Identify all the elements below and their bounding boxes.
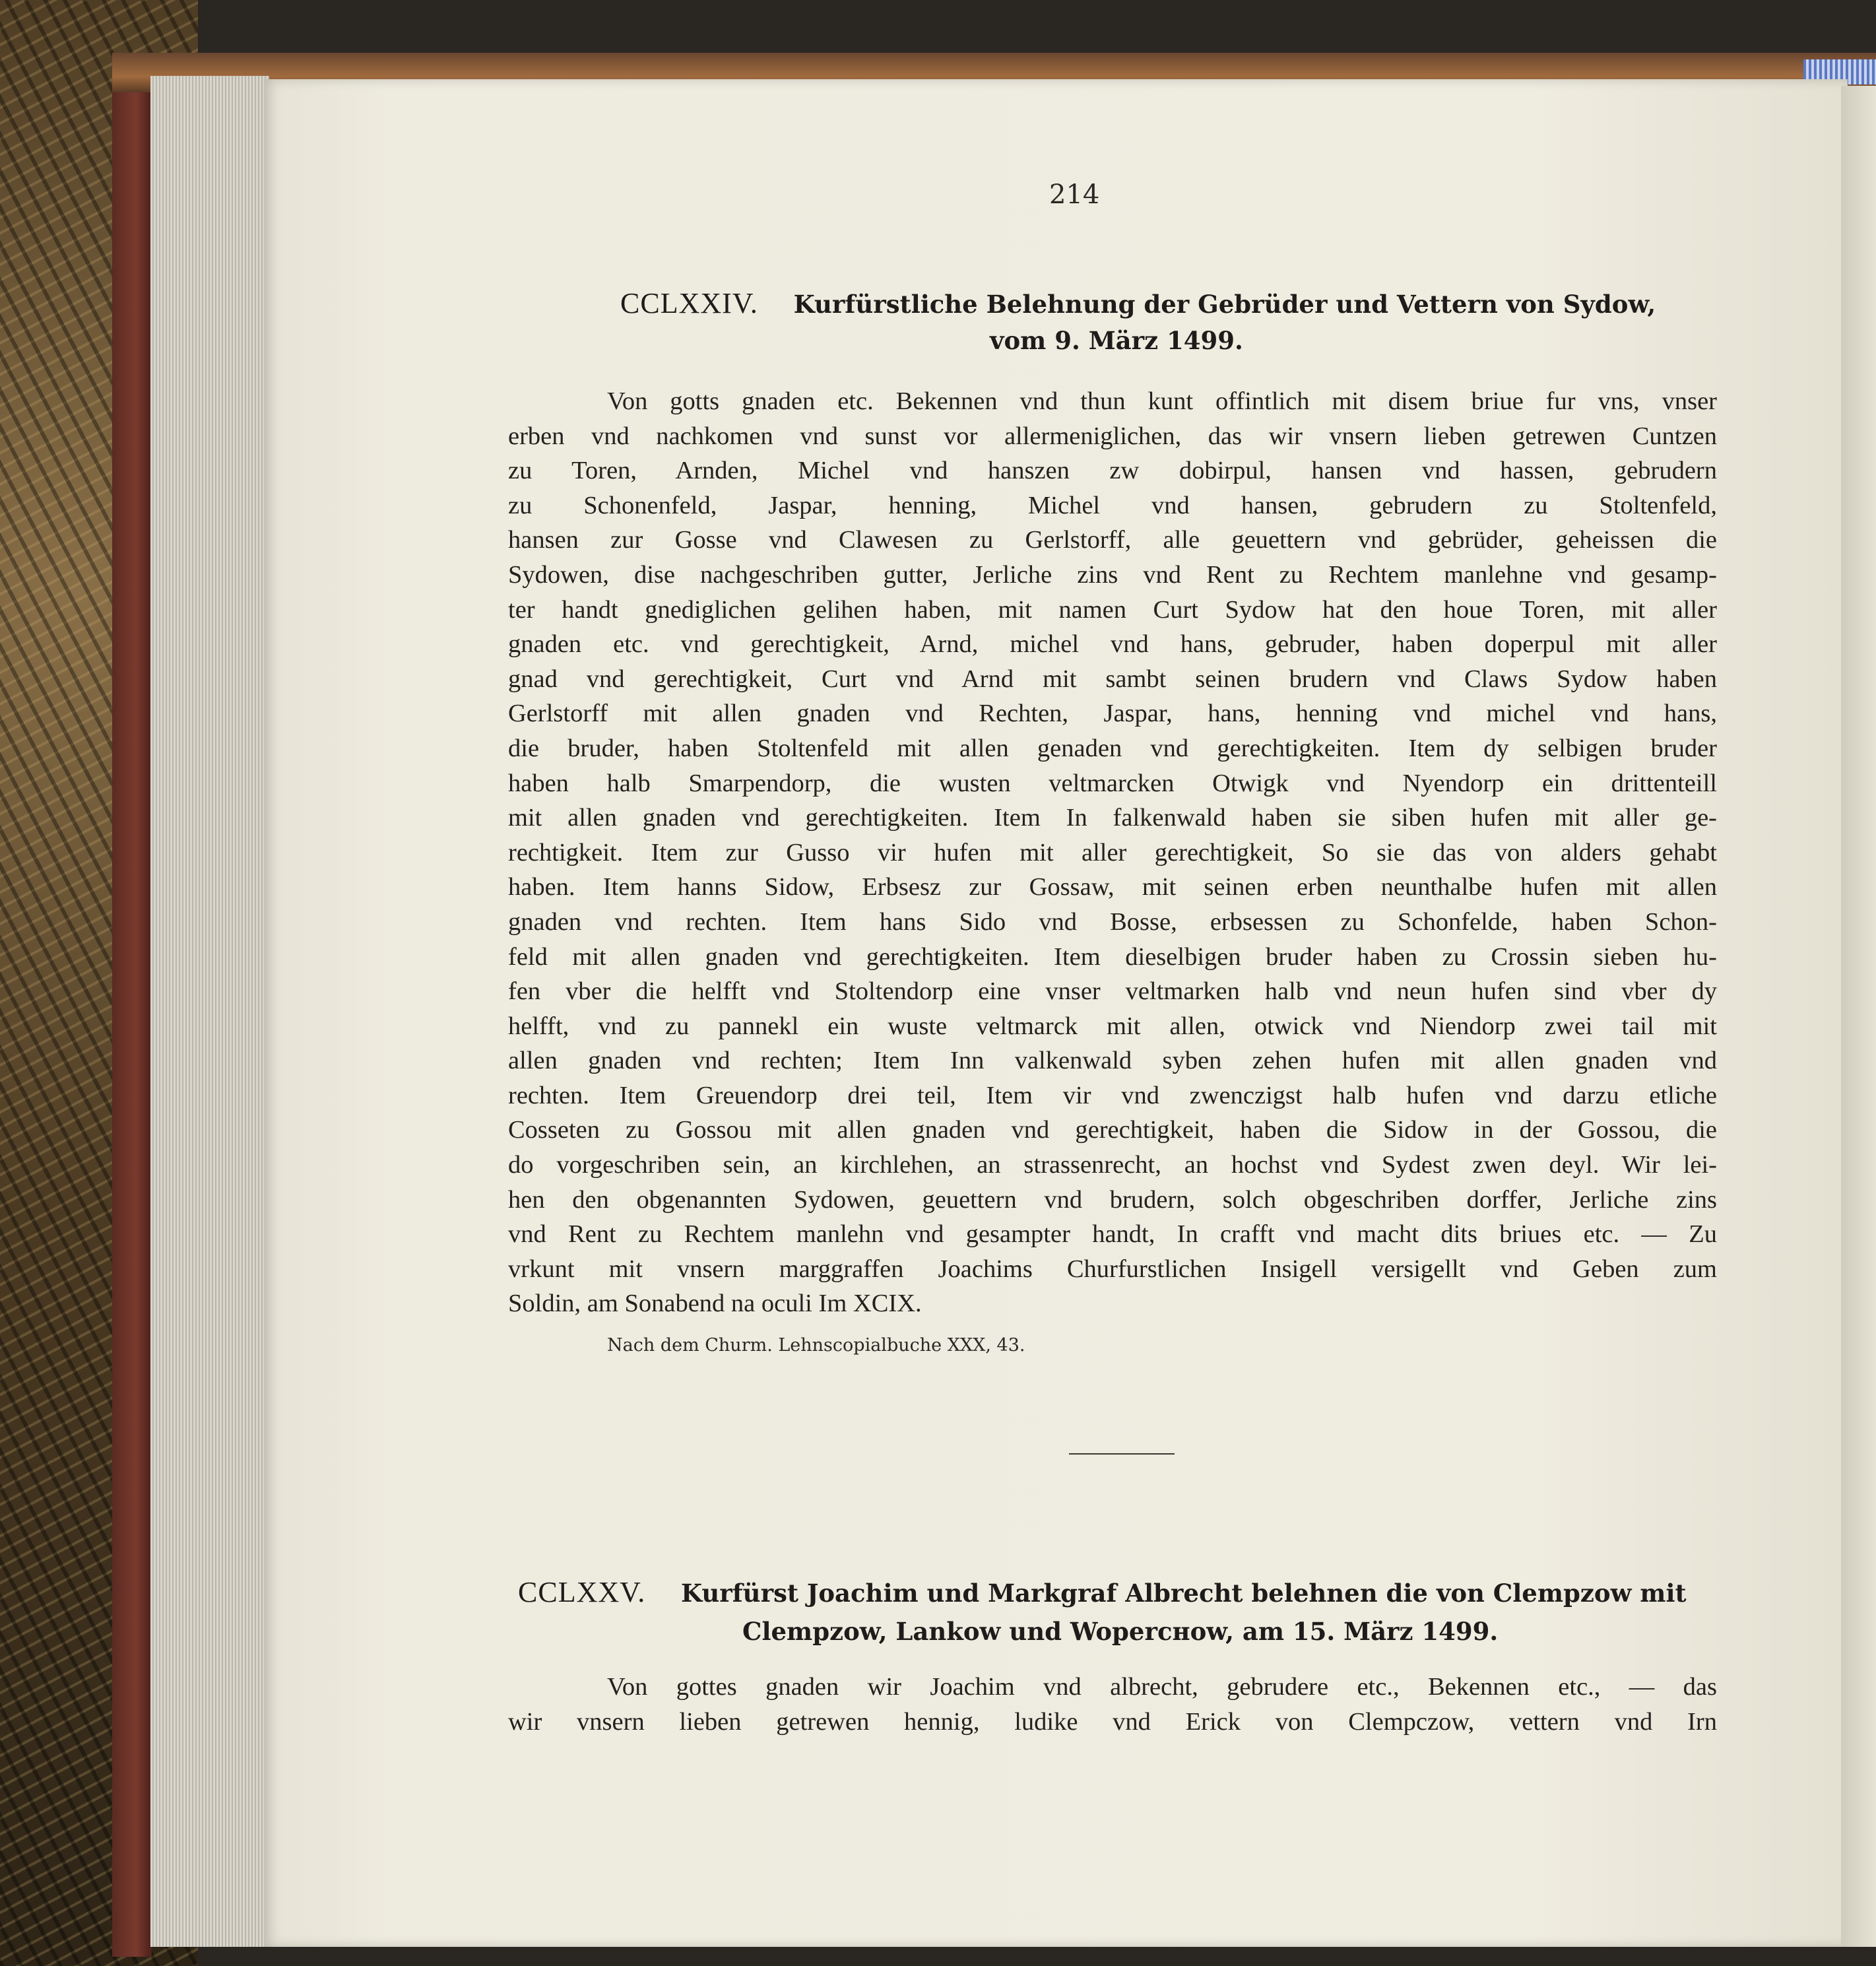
page-number: 214 bbox=[1049, 180, 1100, 210]
section-divider bbox=[1069, 1453, 1175, 1455]
doc1-line: Sydowen, dise nachgeschriben gutter, Jerliche zins vnd Rent zu Rechtem manlehne vnd gesamp- bbox=[508, 560, 1717, 589]
doc1-number: CCLXXIV. bbox=[620, 287, 758, 319]
doc1-line: do vorgeschriben sein, an kirchlehen, an strassenrecht, an hochst vnd Sydest zwen deyl. Wir lei- bbox=[508, 1151, 1717, 1179]
doc2-title-line2: Clempzow, Lankow und Woperснow, am 15. März 1499. bbox=[742, 1617, 1499, 1646]
doc2-title-line1: Kurfürst Joachim und Markgraf Albrecht belehnen die von Clempzow mit bbox=[681, 1579, 1687, 1608]
doc2-heading-line2 bbox=[742, 1613, 1498, 1650]
doc1-line: gnaden vnd rechten. Item hans Sido vnd Bosse, erbsessen zu Schonfelde, haben Schon- bbox=[508, 907, 1717, 936]
doc1-line: Cosseten zu Gossou mit allen gnaden vnd gerechtigkeit, haben die Sidow in der Gossou, die bbox=[508, 1116, 1717, 1144]
doc1-heading bbox=[620, 285, 1742, 323]
doc1-line: zu Schonenfeld, Jaspar, henning, Michel vnd hansen, gebrudern zu Stoltenfeld, bbox=[508, 491, 1717, 519]
doc1-line: Von gotts gnaden etc. Bekennen vnd thun kunt offintlich mit disem briue fur vns, vnser bbox=[607, 387, 1717, 415]
doc1-line: ter handt gnediglichen gelihen haben, mit namen Curt Sydow hat den houe Toren, mit aller bbox=[508, 595, 1717, 624]
doc1-source-note: Nach dem Churm. Lehnscopialbuche XXX, 43. bbox=[607, 1335, 1025, 1356]
doc1-line: Soldin, am Sonabend na oculi Im XCIX. bbox=[508, 1290, 922, 1318]
doc2-body bbox=[508, 1670, 1717, 1739]
doc1-line: allen gnaden vnd rechten; Item Inn valkenwald syben zehen hufen mit allen gnaden vnd bbox=[508, 1047, 1717, 1075]
doc1-line: rechtigkeit. Item zur Gusso vir hufen mit aller gerechtigkeit, So sie das von alders gehabt bbox=[508, 838, 1717, 867]
cover-spine-edge bbox=[112, 63, 152, 1957]
doc1-heading-line2 bbox=[990, 322, 1243, 359]
doc1-line: hansen zur Gosse vnd Clawesen zu Gerlstorff, alle geuettern vnd gebrüder, geheissen die bbox=[508, 526, 1717, 554]
doc2-line: wir vnsern lieben getrewen hennig, ludike vnd Erick von Clempczow, vettern vnd Irn bbox=[508, 1707, 1717, 1736]
doc2-heading bbox=[518, 1574, 1719, 1612]
doc1-body bbox=[508, 384, 1717, 1321]
doc1-line: feld mit allen gnaden vnd gerechtigkeiten. Item dieselbigen bruder haben zu Crossin sieben hu- bbox=[508, 942, 1717, 971]
doc1-line: gnaden etc. vnd gerechtigkeit, Arnd, michel vnd hans, gebruder, haben doperpul mit aller bbox=[508, 630, 1717, 659]
doc1-line: vnd Rent zu Rechtem manlehn vnd gesampter handt, In crafft vnd macht dits briues etc. — Zu bbox=[508, 1220, 1717, 1249]
doc1-line: haben. Item hanns Sidow, Erbsesz zur Gossaw, mit seinen erben neunthalbe hufen mit allen bbox=[508, 873, 1717, 901]
doc1-title-line1: Kurfürstliche Belehnung der Gebrüder und Vettern von Sydow, bbox=[793, 290, 1656, 319]
doc1-line: Gerlstorff mit allen gnaden vnd Rechten, Jaspar, hans, henning vnd michel vnd hans, bbox=[508, 700, 1717, 728]
doc1-line: die bruder, haben Stoltenfeld mit allen genaden vnd gerechtigkeiten. Item dy selbigen bruder bbox=[508, 734, 1717, 762]
doc1-line: vrkunt mit vnsern marggraffen Joachims Churfurstlichen Insigell versigellt vnd Geben zum bbox=[508, 1255, 1717, 1283]
doc1-line: zu Toren, Arnden, Michel vnd hanszen zw dobirpul, hansen vnd hassen, gebrudern bbox=[508, 457, 1717, 485]
doc1-line: rechten. Item Greuendorp drei teil, Item vir vnd zwenczigst halb hufen vnd darzu etliche bbox=[508, 1081, 1717, 1109]
doc2-line: Von gottes gnaden wir Joachim vnd albrecht, gebrudere etc., Bekennen etc., — das bbox=[607, 1673, 1717, 1701]
doc1-line: helfft, vnd zu pannekl ein wuste veltmarck mit allen, otwick vnd Niendorp zwei tail mit bbox=[508, 1012, 1717, 1040]
doc1-line: erben vnd nachkomen vnd sunst vor allermeniglichen, das wir vnsern lieben getrewen Cuntzen bbox=[508, 422, 1717, 450]
doc1-line: fen vber die helfft vnd Stoltendorp eine vnser veltmarken halb vnd neun hufen sind vber dy bbox=[508, 977, 1717, 1006]
doc2-number: CCLXXV. bbox=[518, 1576, 646, 1608]
doc1-line: gnad vnd gerechtigkeit, Curt vnd Arnd mit sambt seinen brudern vnd Claws Sydow haben bbox=[508, 665, 1717, 693]
doc1-title-line2: vom 9. März 1499. bbox=[990, 326, 1243, 355]
doc1-line: hen den obgenannten Sydowen, geuettern vnd brudern, solch obgeschriben dorffer, Jerliche zins bbox=[508, 1185, 1717, 1214]
page-edges bbox=[150, 76, 269, 1947]
doc1-line: haben halb Smarpendorp, die wusten veltmarcken Otwigk vnd Nyendorp ein drittenteill bbox=[508, 769, 1717, 797]
facing-page-edge bbox=[1841, 86, 1876, 1947]
doc1-line: mit allen gnaden vnd gerechtigkeiten. Item In falkenwald haben sie siben hufen mit aller ge- bbox=[508, 804, 1717, 832]
